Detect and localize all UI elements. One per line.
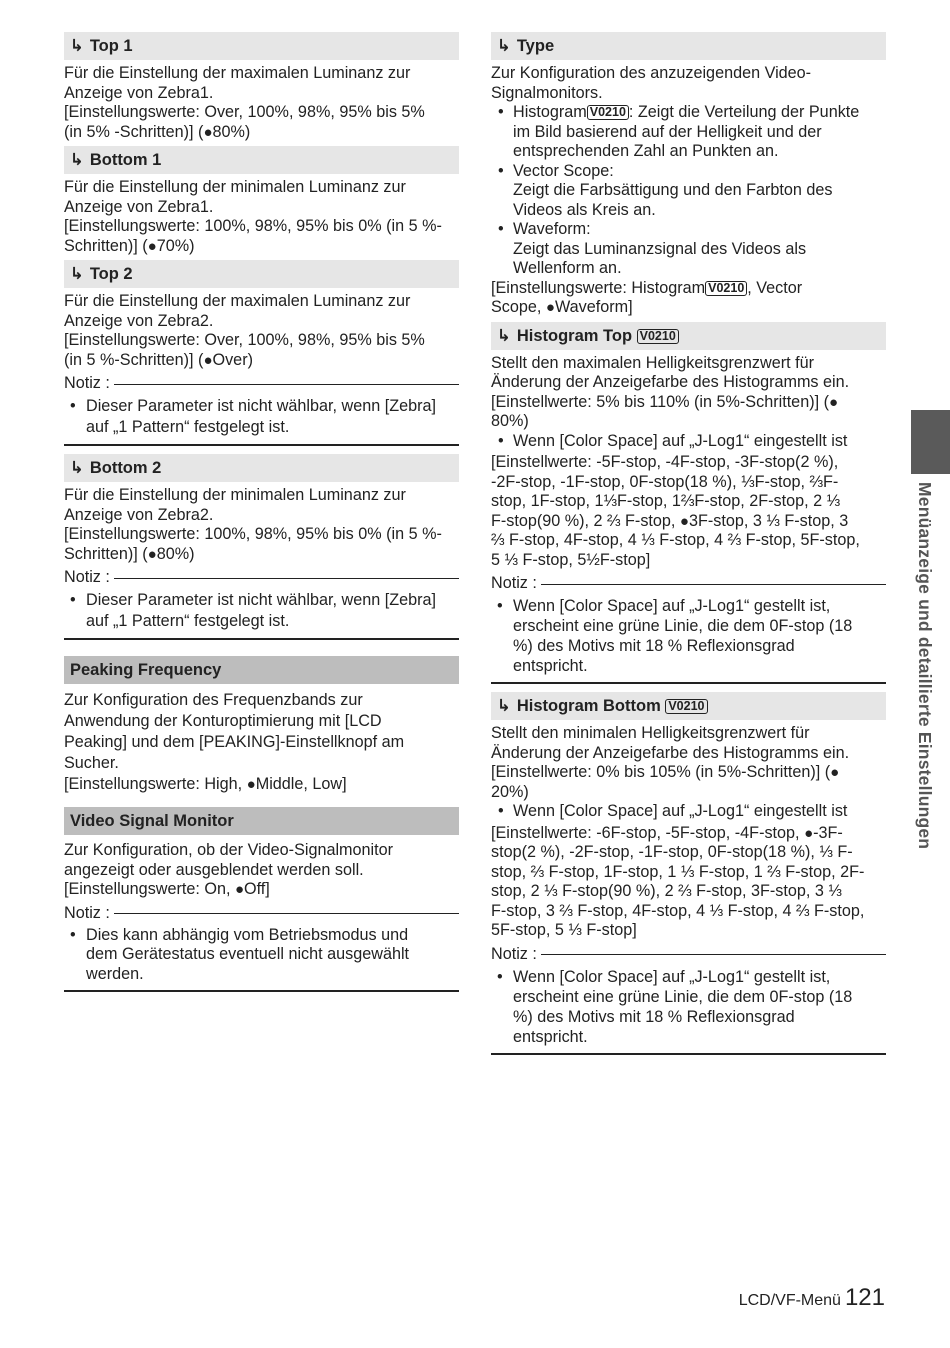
note-item: • Dieser Parameter ist nicht wählbar, wenn [Zebra] auf „1 Pattern“ festgelegt ist.: [70, 591, 436, 630]
section-body: Zur Konfiguration des anzuzeigenden Video- Signalmonitors. • Histogram V0210 : Zeigt die Verteilung der Punkte im Bild basierend auf der Helligkeit und der entsprechenden Zahl an Punkten an. • Vector Scope: Zeigt die Farbsättigung und den Farbton des Videos als Kreis an. • Waveform: Zeigt das Luminanzsignal des Videos als Wellenform an. [Einstellungswerte: Histogram V0210 , Vector Scope, ●Waveform]: [491, 64, 886, 318]
section-body: Für die Einstellung der maximalen Luminanz zur Anzeige von Zebra2. [Einstellungswerte: Over, 100%, 98%, 95% bis 5% (in 5 %-Schritten)] (●Over): [64, 292, 425, 369]
bullet-icon: •: [497, 597, 503, 615]
list-item: • Vector Scope: Zeigt die Farbsättigung und den Farbton des Videos als Kreis an.: [498, 161, 833, 219]
version-badge: V0210: [705, 281, 747, 296]
arrow-icon: ↳: [70, 37, 84, 55]
version-badge: V0210: [665, 699, 707, 714]
version-badge: V0210: [587, 105, 629, 120]
note-block: [64, 904, 459, 993]
note-label: Notiz :: [64, 568, 459, 588]
list-item: • Histogram V0210 : Zeigt die Verteilung der Punkte im Bild basierend auf der Helligkeit und der entsprechenden Zahl an Punkten an.: [498, 103, 860, 160]
section-heading: ↳ Bottom 1: [64, 146, 459, 174]
arrow-icon: ↳: [70, 459, 84, 477]
chapter-side-label: Menüanzeige und detaillierte Einstellungen: [915, 482, 935, 850]
bullet-icon: •: [70, 925, 76, 944]
section-histogram-bottom: [491, 692, 886, 1055]
note-block: [64, 374, 459, 446]
note-item: • Dies kann abhängig vom Betriebsmodus und dem Gerätestatus eventuell nicht ausgewählt werden.: [70, 925, 410, 983]
default-dot-icon: ●: [679, 512, 689, 530]
section-video-signal-monitor: [64, 807, 459, 992]
note-item: • Wenn [Color Space] auf „J-Log1“ gestellt ist, erscheint eine grüne Linie, die dem 0F-stop (18 %) des Motivs mit 18 % Reflexionsgrad entspricht.: [497, 597, 853, 675]
section-type: [491, 32, 886, 318]
default-dot-icon: ●: [246, 776, 256, 793]
bullet-icon: •: [498, 802, 504, 820]
section-heading: ↳ Top 2: [64, 260, 459, 288]
section-heading: Peaking Frequency: [64, 656, 459, 684]
version-badge: V0210: [637, 329, 679, 344]
arrow-icon: ↳: [497, 326, 511, 345]
section-heading: ↳ Top 1: [64, 32, 459, 60]
bullet-icon: •: [498, 220, 504, 238]
list-item: • Wenn [Color Space] auf „J-Log1“ eingestellt ist: [498, 802, 848, 820]
section-heading: ↳ Type: [491, 32, 886, 60]
section-heading: Video Signal Monitor: [64, 807, 459, 835]
note-label: Notiz :: [64, 374, 459, 394]
arrow-icon: ↳: [497, 37, 511, 55]
note-rule: [541, 954, 886, 955]
right-column: [491, 32, 886, 1063]
default-dot-icon: ●: [828, 393, 839, 411]
section-top1: [64, 32, 459, 142]
list-item: • Waveform: Zeigt das Luminanzsignal des Videos als Wellenform an.: [498, 220, 807, 277]
note-rule: [114, 913, 459, 914]
section-body: Für die Einstellung der minimalen Luminanz zur Anzeige von Zebra1. [Einstellungswerte: 100%, 98%, 95% bis 0% (in 5 %- Schritten)] (●70%): [64, 178, 442, 255]
default-dot-icon: ●: [147, 545, 157, 563]
section-heading: ↳ Histogram Bottom V0210: [491, 692, 886, 720]
bullet-icon: •: [498, 431, 504, 450]
default-dot-icon: ●: [203, 351, 213, 369]
note-block: [64, 568, 459, 640]
note-block: [491, 574, 886, 684]
section-peaking-frequency: [64, 656, 459, 795]
default-dot-icon: ●: [147, 237, 157, 255]
section-body: Stellt den maximalen Helligkeitsgrenzwert für Änderung der Anzeigefarbe des Histogramms ein. [Einstellwerte: 5% bis 110% (in 5%-Schritten)] (● 80%) • Wenn [Color Space] auf „J-Log1“ eingestellt ist [Einstellwerte: -5F-stop, -4F-stop, -3F-stop(2 %), -2F-stop, -1F-stop, 0F-stop(18 %), ⅓F-stop, ⅔F- stop, 1F-stop, 1⅓F-stop, 1⅔F-stop, 2F-stop, 2 ⅓ F-stop(90 %), 2 ⅔ F-stop, ●3F-stop, 3 ⅓ F-stop, 3 ⅔ F-stop, 4F-stop, 4 ⅓ F-stop, 4 ⅔ F-stop, 5F-stop, 5 ⅓ F-stop, 5½F-stop]: [491, 354, 886, 571]
note-item: • Dieser Parameter ist nicht wählbar, wenn [Zebra] auf „1 Pattern“ festgelegt ist.: [70, 397, 436, 436]
section-body: Stellt den minimalen Helligkeitsgrenzwert für Änderung der Anzeigefarbe des Histogramms ein. [Einstellwerte: 0% bis 105% (in 5%-Schritten)] (● 20%) • Wenn [Color Space] auf „J-Log1“ eingestellt ist [Einstellwerte: -6F-stop, -5F-stop, -4F-stop, ●-3F- stop(2 %), -2F-stop, -1F-stop, 0F-stop(18 %), ⅓ F- stop, ⅔ F-stop, 1F-stop, 1 ⅓ F-stop, 1 ⅔ F-stop, 2F- stop, 2 ⅓ F-stop(90 %), 2 ⅔ F-stop, 3F-stop, 3 ⅓ F-stop, 3 ⅔ F-stop, 4F-stop, 4 ⅓ F-stop, 4 ⅔ F-stop, 5F-stop, 5 ⅓ F-stop]: [491, 724, 886, 941]
chapter-tab-marker: [911, 410, 950, 474]
page-number: 121: [844, 1284, 885, 1311]
section-bottom1: [64, 146, 459, 256]
note-label: Notiz :: [64, 904, 459, 924]
default-dot-icon: ●: [203, 123, 213, 141]
bullet-icon: •: [498, 103, 504, 121]
arrow-icon: ↳: [70, 151, 84, 169]
footer-label: LCD/VF-Menü: [738, 1292, 841, 1309]
section-body: Für die Einstellung der maximalen Luminanz zur Anzeige von Zebra1. [Einstellungswerte: Over, 100%, 98%, 95% bis 5% (in 5% -Schritten)] (●80%): [64, 64, 425, 141]
list-item: • Wenn [Color Space] auf „J-Log1“ eingestellt ist: [498, 431, 848, 450]
arrow-icon: ↳: [497, 697, 511, 715]
bullet-icon: •: [70, 397, 76, 415]
note-label: Notiz :: [491, 574, 886, 594]
page-footer: [738, 1284, 885, 1311]
left-column: [64, 32, 459, 1000]
section-histogram-top: [491, 322, 886, 685]
section-bottom2: [64, 454, 459, 640]
bullet-icon: •: [498, 161, 504, 180]
note-label: Notiz :: [491, 945, 886, 965]
default-dot-icon: ●: [830, 764, 840, 781]
bullet-icon: •: [497, 967, 503, 986]
note-item: • Wenn [Color Space] auf „J-Log1“ gestellt ist, erscheint eine grüne Linie, die dem 0F-stop (18 %) des Motivs mit 18 % Reflexionsgrad entspricht.: [497, 967, 853, 1046]
note-rule: [114, 578, 459, 579]
note-rule: [114, 384, 459, 385]
section-heading: ↳ Bottom 2: [64, 454, 459, 482]
section-body: Zur Konfiguration, ob der Video-Signalmonitor angezeigt oder ausgeblendet werden soll. [Einstellungswerte: On, ●Off]: [64, 841, 394, 898]
arrow-icon: ↳: [70, 265, 84, 283]
section-body: Zur Konfiguration des Frequenzbands zur Anwendung der Konturoptimierung mit [LCD Peaking] und dem [PEAKING]-Einstellknopf am Sucher. [Einstellungswerte: High, ●Middle, Low]: [64, 691, 405, 793]
section-top2: [64, 260, 459, 446]
note-block: [491, 945, 886, 1055]
default-dot-icon: ●: [804, 824, 814, 842]
section-body: Für die Einstellung der minimalen Luminanz zur Anzeige von Zebra2. [Einstellungswerte: 100%, 98%, 95% bis 0% (in 5 %- Schritten)] (●80%): [64, 486, 442, 563]
default-dot-icon: ●: [545, 299, 555, 316]
bullet-icon: •: [70, 591, 76, 609]
default-dot-icon: ●: [234, 881, 245, 898]
note-rule: [541, 584, 886, 585]
section-heading: ↳ Histogram Top V0210: [491, 322, 886, 350]
